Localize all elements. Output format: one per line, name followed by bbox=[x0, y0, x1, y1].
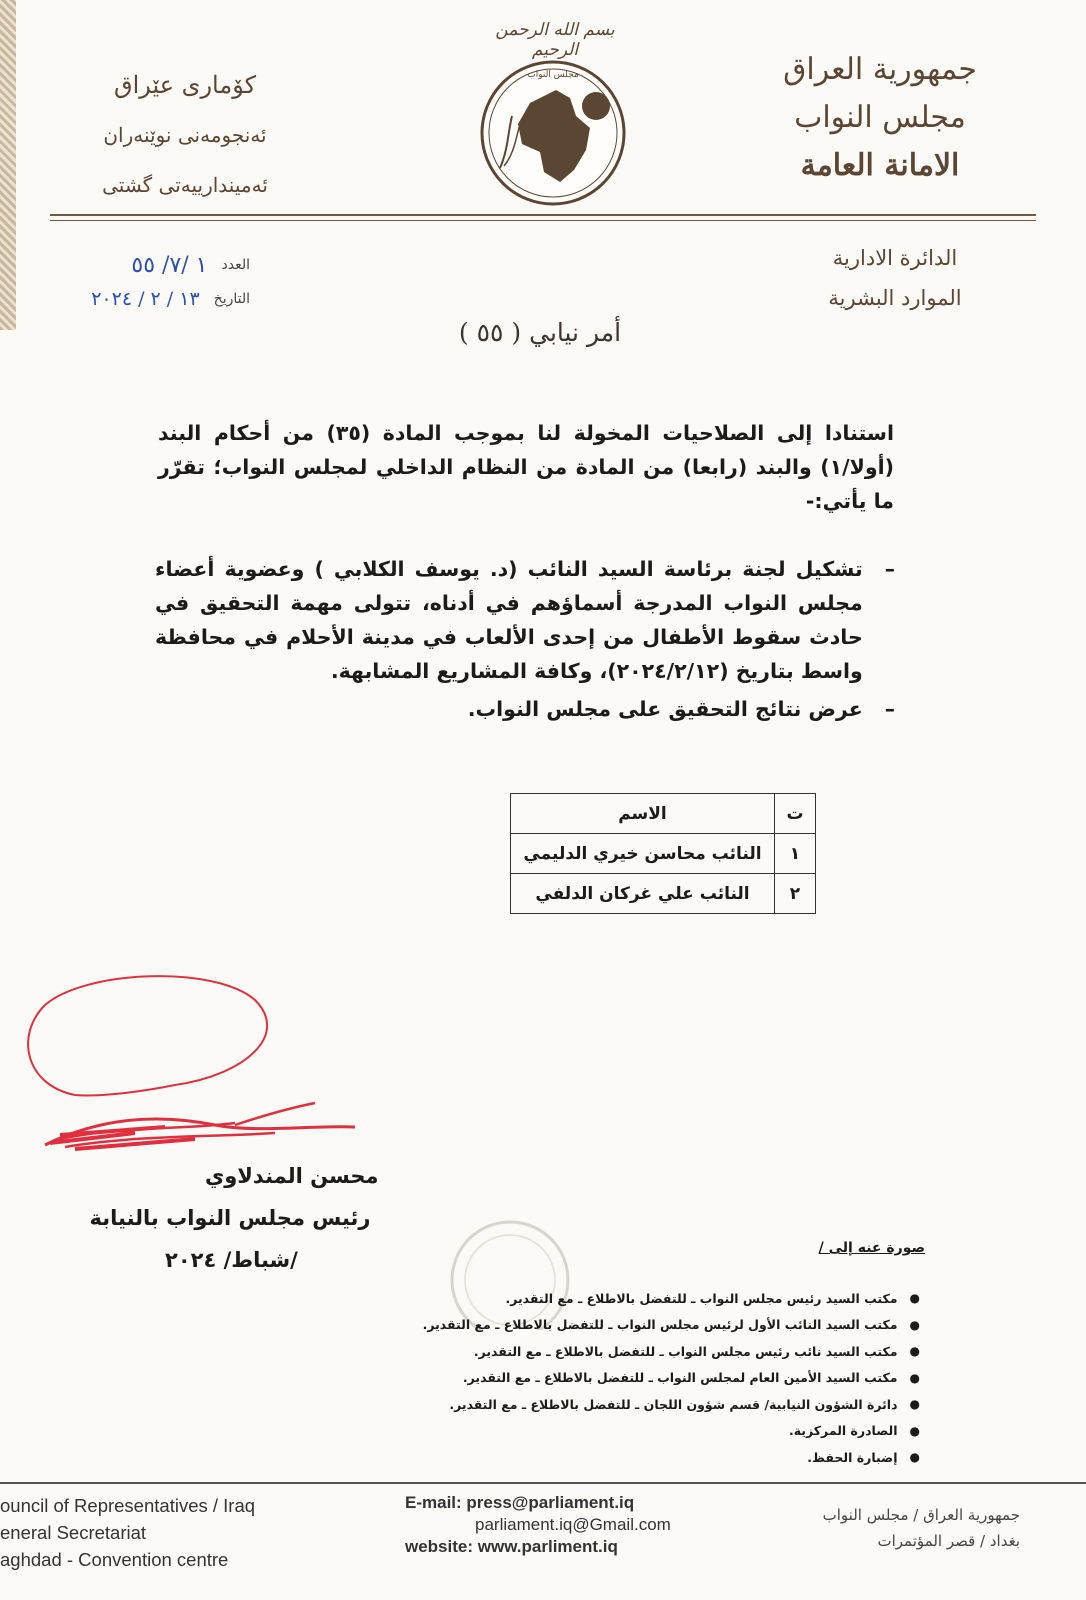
decision-text: تشكيل لجنة برئاسة السيد النائب (د. يوسف الكلابي ) وعضوية أعضاء مجلس النواب المدرجة أسماؤهم في أدناه، تتولى مهمة التحقيق في حادث سقوط الأطفال من إحدى الألعاب في مدينة الأحلام في محافظة واسط بتاريخ (٢٠٢٤/٢/١٢)، وكافة المشاريع المشابهة. bbox=[155, 557, 863, 683]
member-name: النائب محاسن خيري الدليمي bbox=[511, 834, 775, 874]
header-rule bbox=[50, 214, 1036, 216]
decision-text: عرض نتائج التحقيق على مجلس النواب. bbox=[467, 697, 863, 721]
copy-to-item: ● مكتب السيد النائب الأول لرئيس مجلس النواب ـ للتفضل بالاطلاع ـ مع التقدير. bbox=[422, 1317, 920, 1333]
copy-to-text: مكتب السيد النائب الأول لرئيس مجلس النواب ـ للتفضل بالاطلاع ـ مع التقدير. bbox=[422, 1317, 898, 1333]
copy-to-list bbox=[420, 1285, 920, 1471]
department-name: الدائرة الادارية bbox=[832, 246, 958, 270]
column-header-name: الاسم bbox=[511, 794, 775, 834]
copy-to-item: ● مكتب السيد الأمين العام لمجلس النواب ـ للتفضل بالاطلاع ـ مع التقدير. bbox=[462, 1370, 920, 1386]
date-label: التاريخ bbox=[213, 291, 250, 307]
table-header-row bbox=[511, 794, 816, 834]
arabic-header bbox=[760, 46, 1000, 190]
decision-item: – عرض نتائج التحقيق على مجلس النواب. bbox=[155, 692, 895, 726]
signatory-date: /شباط/ ٢٠٢٤ bbox=[165, 1248, 298, 1272]
row-number: ٢ bbox=[775, 874, 816, 914]
header-secretariat: الامانة العامة bbox=[800, 148, 960, 183]
decorative-border bbox=[0, 0, 16, 330]
copy-to-item: ● مكتب السيد نائب رئيس مجلس النواب ـ للتفضل بالاطلاع ـ مع التقدير. bbox=[473, 1343, 920, 1359]
copy-to-text: الصادرة المركزية. bbox=[788, 1423, 898, 1439]
row-number: ١ bbox=[775, 834, 816, 874]
footer-en-line: eneral Secretariat bbox=[0, 1522, 147, 1543]
footer-ar-line: بغداد / قصر المؤتمرات bbox=[877, 1532, 1020, 1550]
copy-to-item: ● دائرة الشؤون النيابية/ قسم شؤون اللجان ـ للتفضل بالاطلاع ـ مع التقدير. bbox=[449, 1396, 920, 1412]
footer-contact bbox=[405, 1492, 725, 1558]
kurdish-header bbox=[70, 60, 300, 210]
decisions-list bbox=[155, 552, 895, 726]
department-block bbox=[805, 238, 985, 318]
parliament-emblem-icon bbox=[478, 58, 628, 208]
reference-block bbox=[40, 248, 250, 316]
signatory-name: محسن المندلاوي bbox=[205, 1164, 379, 1188]
website-link[interactable]: www.parliment.iq bbox=[477, 1537, 618, 1556]
website-label: website: bbox=[405, 1537, 474, 1556]
email-primary[interactable]: press@parliament.iq bbox=[466, 1493, 635, 1512]
copy-to-text: مكتب السيد الأمين العام لمجلس النواب ـ للتفضل بالاطلاع ـ مع التقدير. bbox=[462, 1370, 898, 1386]
table-row bbox=[511, 874, 816, 914]
signature-scribble bbox=[15, 975, 375, 1155]
date-value: ١٣ / ٢ / ٢٠٢٤ bbox=[91, 288, 200, 310]
emblem-top-text: مجلس النواب bbox=[527, 70, 579, 80]
copy-to-item: ● مكتب السيد رئيس مجلس النواب ـ للتفضل بالاطلاع ـ مع التقدير. bbox=[505, 1290, 920, 1306]
section-name: الموارد البشرية bbox=[828, 286, 962, 310]
footer-en-line: aghdad - Convention centre bbox=[0, 1549, 229, 1570]
kurdish-parliament: ئەنجومەنی نوێنەران bbox=[103, 123, 267, 147]
member-name: النائب علي غركان الدلفي bbox=[511, 874, 775, 914]
kurdish-country: كۆماری عێراق bbox=[113, 71, 257, 99]
number-label: العدد bbox=[221, 257, 250, 273]
footer-ar-line: جمهورية العراق / مجلس النواب bbox=[822, 1506, 1020, 1524]
header-parliament: مجلس النواب bbox=[794, 100, 966, 135]
copy-to-item: ● إضبارة الحفظ. bbox=[807, 1449, 920, 1465]
signatory-title: رئيس مجلس النواب بالنيابة bbox=[89, 1206, 371, 1230]
footer-english bbox=[0, 1492, 300, 1573]
table-row bbox=[511, 834, 816, 874]
header-country: جمهورية العراق bbox=[783, 52, 977, 87]
preamble-text: استنادا إلى الصلاحيات المخولة لنا بموجب المادة (٣٥) من أحكام البند (أولا/١) والبند (رابعا) من المادة من النظام الداخلي لمجلس النواب؛ تقرّر ما يأتي:- bbox=[158, 421, 894, 513]
copy-to-text: إضبارة الحفظ. bbox=[807, 1449, 898, 1465]
signatory-block bbox=[80, 1155, 380, 1281]
copy-to-text: مكتب السيد نائب رئيس مجلس النواب ـ للتفضل بالاطلاع ـ مع التقدير. bbox=[473, 1343, 898, 1359]
email-secondary[interactable]: parliament.iq@Gmail.com bbox=[475, 1515, 671, 1534]
copy-to-item: ● الصادرة المركزية. bbox=[788, 1423, 920, 1439]
copy-to-text: دائرة الشؤون النيابية/ قسم شؤون اللجان ـ للتفضل بالاطلاع ـ مع التقدير. bbox=[449, 1396, 898, 1412]
footer-rule bbox=[0, 1482, 1086, 1484]
basmala: بسم الله الرحمن الرحيم bbox=[495, 20, 615, 60]
decision-item: – تشكيل لجنة برئاسة السيد النائب (د. يوسف الكلابي ) وعضوية أعضاء مجلس النواب المدرجة أسماؤهم في أدناه، تتولى مهمة التحقيق في حادث سقوط الأطفال من إحدى الألعاب في مدينة الأحلام في محافظة واسط بتاريخ (٢٠٢٤/٢/١٢)، وكافة المشاريع المشابهة. bbox=[155, 552, 895, 688]
footer-arabic bbox=[790, 1502, 1020, 1554]
number-value: ١ /٧/ ٥٥ bbox=[131, 252, 208, 278]
kurdish-secretariat: ئەمیندارییەتی گشتی bbox=[102, 173, 268, 197]
copy-to-text: مكتب السيد رئيس مجلس النواب ـ للتفضل بالاطلاع ـ مع التقدير. bbox=[505, 1290, 898, 1306]
header-rule-thin bbox=[50, 220, 1036, 221]
copy-to-heading: صورة عنه إلى / bbox=[818, 1240, 925, 1256]
members-table bbox=[510, 793, 816, 914]
order-title: أمر نيابي ( ٥٥ ) bbox=[458, 318, 622, 347]
column-header-number: ت bbox=[775, 794, 816, 834]
footer-en-line: ouncil of Representatives / Iraq bbox=[0, 1495, 256, 1516]
email-label: E-mail: bbox=[405, 1493, 462, 1512]
